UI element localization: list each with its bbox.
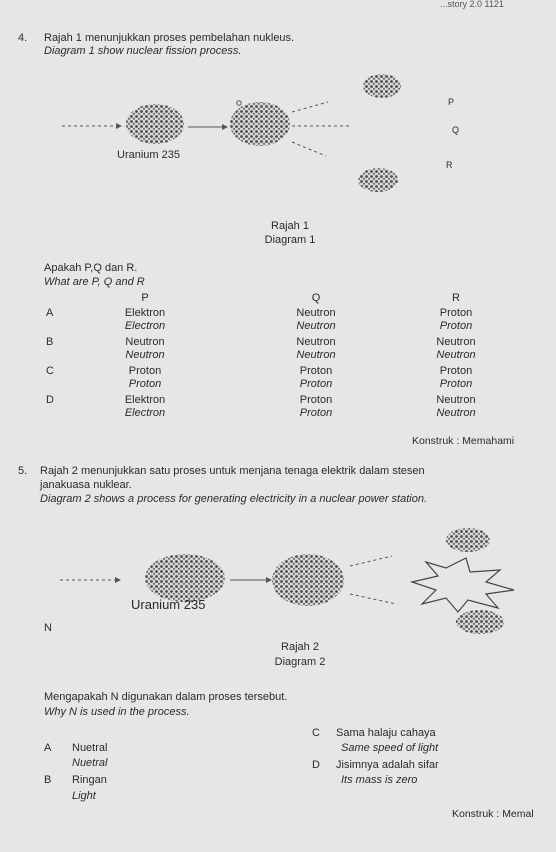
row-c-r-en: Proton: [439, 378, 473, 390]
q5-number: 5.: [18, 465, 28, 477]
header-fragment: ...story 2.0 1121: [440, 0, 504, 9]
row-d-r-ms: Neutron: [436, 394, 476, 406]
label-q: Q: [452, 125, 460, 135]
option-c-letter[interactable]: C: [46, 365, 54, 377]
q4-number: 4.: [18, 32, 28, 44]
row-c-q-en: Proton: [299, 378, 333, 390]
q5-option-d-en: Its mass is zero: [341, 774, 418, 786]
q5-option-a-ms[interactable]: Nuetral: [72, 742, 108, 754]
option-d-letter[interactable]: D: [46, 394, 54, 406]
q5-option-b-en: Light: [72, 790, 96, 802]
row-b-p-ms: Neutron: [125, 336, 165, 348]
row-d-q-en: Proton: [299, 407, 333, 419]
row-b-p-en: Neutron: [125, 349, 165, 361]
q5-stem-en: Diagram 2 shows a process for generating electricity in a nuclear power station.: [40, 493, 428, 505]
row-c-q-ms: Proton: [299, 365, 333, 377]
row-d-p-ms: Elektron: [124, 394, 166, 406]
q5-option-a-letter[interactable]: A: [44, 742, 52, 754]
q5-stem-ms-line2: janakuasa nuklear.: [40, 479, 132, 491]
label-p: P: [448, 97, 455, 107]
row-a-p-ms: Elektron: [124, 307, 166, 319]
q4-question-en: What are P, Q and R: [44, 276, 145, 288]
caption-ms-1: Rajah 1: [271, 220, 309, 232]
q5-stem-ms-line1: Rajah 2 menunjukkan satu proses untuk menjana tenaga elektrik dalam stesen: [40, 465, 425, 477]
row-a-q-en: Neutron: [296, 320, 336, 332]
row-d-r-en: Neutron: [436, 407, 476, 419]
caption-ms-2: Rajah 2: [281, 641, 319, 653]
row-b-r-en: Neutron: [436, 349, 476, 361]
q5-option-d-ms[interactable]: Jisimnya adalah sifar: [336, 759, 439, 771]
q4-construct: Konstruk : Memahami: [412, 435, 515, 447]
row-b-q-en: Neutron: [296, 349, 336, 361]
q5-question-en: Why N is used in the process.: [44, 706, 190, 718]
unstable-nucleus: [272, 554, 344, 606]
q5-option-b-ms[interactable]: Ringan: [72, 774, 107, 786]
product-nucleus-upper: [446, 528, 490, 552]
label-n: N: [44, 622, 52, 634]
caption-en-1: Diagram 1: [264, 234, 316, 246]
col-header-p: P: [141, 292, 149, 304]
arrowhead: [115, 577, 121, 583]
arrow-lower: [350, 594, 396, 604]
q5-option-d-letter[interactable]: D: [312, 759, 320, 771]
col-header-q: Q: [311, 292, 321, 304]
arrow-upper: [350, 556, 392, 566]
q5-option-c-en: Same speed of light: [341, 742, 439, 754]
q4-question-ms: Apakah P,Q dan R.: [44, 262, 138, 274]
q4-stem-ms: Rajah 1 menunjukkan proses pembelahan nukleus.: [44, 32, 295, 44]
q4-stem-en: Diagram 1 show nuclear fission process.: [44, 45, 242, 57]
option-b-letter[interactable]: B: [46, 336, 54, 348]
label-r: R: [446, 160, 453, 170]
uranium-label-1: Uranium 235: [117, 149, 180, 161]
row-c-r-ms: Proton: [439, 365, 473, 377]
row-c-p-ms: Proton: [128, 365, 162, 377]
q5-option-a-en: Nuetral: [72, 757, 108, 769]
uranium-label-2: Uranium 235: [131, 597, 206, 612]
option-a-letter[interactable]: A: [46, 307, 54, 319]
col-header-r: R: [452, 292, 460, 304]
uranium-nucleus: [145, 554, 225, 602]
energy-burst-icon: [412, 558, 514, 612]
q5-question-ms: Mengapakah N digunakan dalam proses tersebut.: [44, 691, 288, 703]
q5-option-c-letter[interactable]: C: [312, 727, 320, 739]
row-d-p-en: Electron: [124, 407, 166, 419]
q5-option-b-letter[interactable]: B: [44, 774, 52, 786]
row-b-q-ms: Neutron: [296, 336, 336, 348]
row-a-r-en: Proton: [439, 320, 473, 332]
row-a-p-en: Electron: [124, 320, 166, 332]
row-a-r-ms: Proton: [439, 307, 473, 319]
q5-construct: Konstruk : Memal: [452, 808, 534, 820]
row-a-q-ms: Neutron: [296, 307, 336, 319]
q5-option-c-ms[interactable]: Sama halaju cahaya: [336, 727, 436, 739]
row-b-r-ms: Neutron: [436, 336, 476, 348]
arrowhead: [266, 577, 272, 583]
product-nucleus-lower: [456, 610, 504, 634]
row-c-p-en: Proton: [128, 378, 162, 390]
row-d-q-ms: Proton: [299, 394, 333, 406]
caption-en-2: Diagram 2: [274, 656, 326, 668]
